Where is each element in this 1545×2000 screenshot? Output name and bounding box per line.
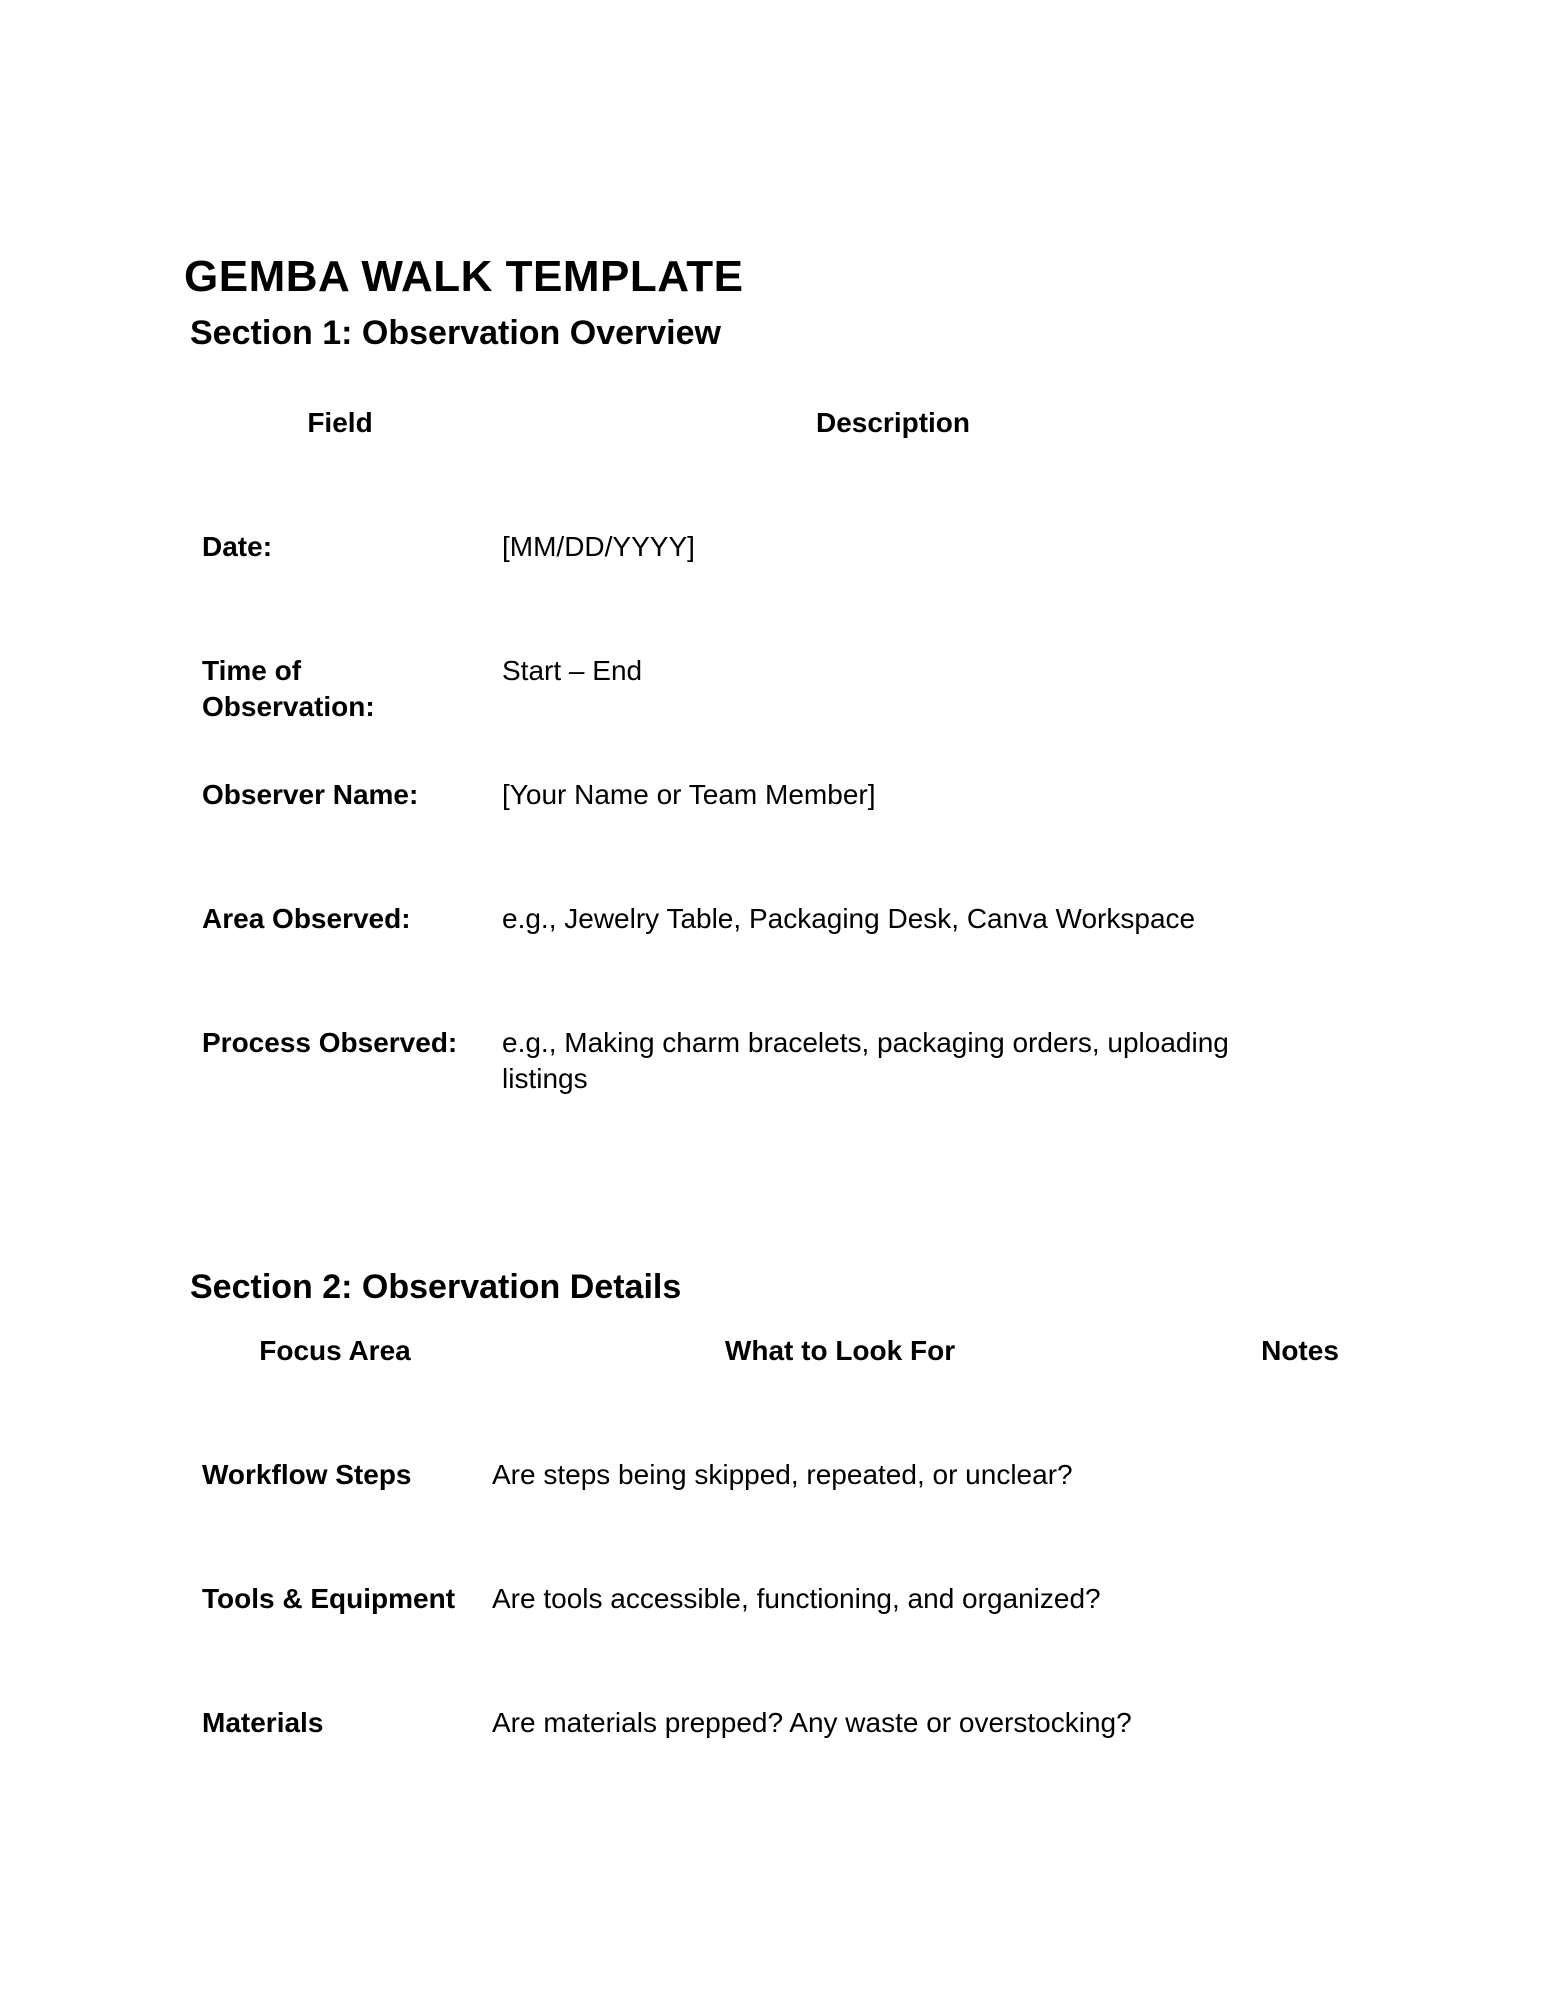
table-row [190,613,1296,737]
field-value-time: Start – End [502,655,643,686]
table-header-row [190,1293,1400,1417]
field-label-process: Process Observed: [202,1027,458,1058]
column-header-notes: Notes [1261,1335,1339,1366]
focus-area-workflow-steps: Workflow Steps [202,1459,412,1490]
table-row [190,489,1296,613]
section1-heading: Section 1: Observation Overview [190,314,721,353]
notes-materials [1200,1665,1400,1789]
table-row [190,1665,1400,1789]
field-label-observer: Observer Name: [202,779,419,810]
field-label-date: Date: [202,531,273,562]
notes-tools-equipment [1200,1541,1400,1665]
column-header-what-to-look-for: What to Look For [724,1335,956,1366]
focus-area-materials: Materials [202,1707,324,1738]
column-header-focus-area: Focus Area [259,1335,411,1366]
observation-details-table [190,1293,1400,1789]
document-title: GEMBA WALK TEMPLATE [184,252,744,302]
observation-overview-table [190,365,1296,1109]
column-header-description: Description [815,407,971,438]
notes-workflow-steps [1200,1417,1400,1541]
look-for-workflow-steps: Are steps being skipped, repeated, or unclear? [492,1459,1073,1490]
field-value-area: e.g., Jewelry Table, Packaging Desk, Canva Workspace [502,903,1196,934]
table-row [190,985,1296,1109]
table-header-row [190,365,1296,489]
field-value-process: e.g., Making charm bracelets, packaging orders, uploading listings [502,1027,1229,1094]
table-row [190,737,1296,861]
column-header-field: Field [307,407,373,438]
table-row [190,861,1296,985]
section2-heading: Section 2: Observation Details [190,1268,682,1307]
focus-area-tools-equipment: Tools & Equipment [202,1583,456,1614]
field-value-observer: [Your Name or Team Member] [502,779,876,810]
look-for-materials: Are materials prepped? Any waste or overstocking? [492,1707,1132,1738]
field-label-area: Area Observed: [202,903,411,934]
table-row [190,1417,1400,1541]
field-label-time: Time of Observation: [202,655,375,722]
table-row [190,1541,1400,1665]
look-for-tools-equipment: Are tools accessible, functioning, and organized? [492,1583,1101,1614]
field-value-date: [MM/DD/YYYY] [502,531,695,562]
